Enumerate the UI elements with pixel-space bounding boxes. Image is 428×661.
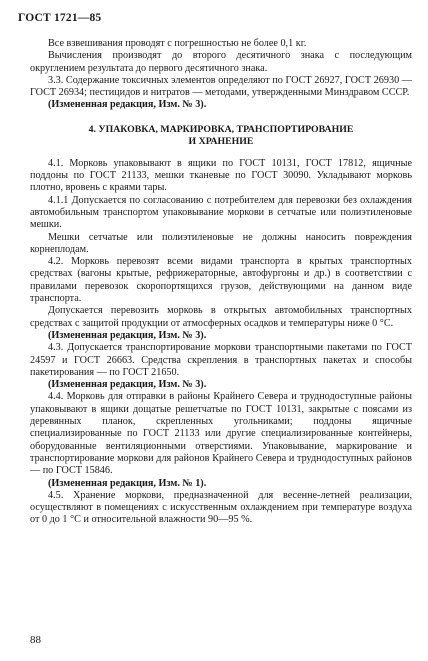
paragraph: 4.1. Морковь упаковывают в ящики по ГОСТ 10131, ГОСТ 17812, ящичные поддоны по ГОСТ 21133, мешки тканевые по ГОСТ 30090. Укладывают морковь плотно, вровень с краями тары. xyxy=(30,157,412,194)
paragraph: 4.2. Морковь перевозят всеми видами транспорта в крытых транспортных средствах (вагоны крытые, рефрижераторные, автофургоны и др.) в соответствии с правилами перевозок скоропортящихся грузов, действующими на данном виде транспорта. xyxy=(30,256,412,305)
paragraph: 4.3. Допускается транспортирование моркови транспортными пакетами по ГОСТ 24597 и ГОСТ 26663. Средства скрепления в транспортных пакетах и способы пакетирования — по ГОСТ 21650. xyxy=(30,342,412,378)
section-title xyxy=(30,124,412,148)
paragraph: Мешки сетчатые или полиэтиленовые не должны наносить повреждения корнеплодам. xyxy=(30,231,412,255)
amendment-note: (Измененная редакция, Изм. № 1). xyxy=(48,477,207,489)
document-body xyxy=(30,38,412,527)
paragraph: Допускается перевозить морковь в открытых автомобильных транспортных средствах с защитой продукции от атмосферных осадков и температуры ниже 0 °С. xyxy=(30,305,412,329)
paragraph: Все взвешивания проводят с погрешностью не более 0,1 кг. xyxy=(48,38,307,49)
paragraph: 4.5. Хранение моркови, предназначенной для весенне-летней реализации, осуществляют в помещениях с искусственным охлаждением при температуре воздуха от 0 до 1 °С и относительной влажности 90—95 %. xyxy=(30,489,412,526)
amendment-note: (Измененная редакция, Изм. № 3). xyxy=(48,99,207,111)
amendment-note: (Измененная редакция, Изм. № 3). xyxy=(48,379,207,391)
paragraph: 4.4. Морковь для отправки в районы Крайнего Севера и труднодоступные районы упаковывают в ящики дощатые решетчатые по ГОСТ 10131, закрытые с поясами из деревянных планок, скрепленных угольниками; поддоны ящичные специализированные по ГОСТ 21133 или другие специализированные контейнеры, оборудованные вентиляционными отверстиями. Упаковывание, маркирование и транспортирование моркови для районов Крайнего Севера и труднодоступных районов — по ГОСТ 15846. xyxy=(30,391,412,477)
amendment-note: (Измененная редакция, Изм. № 3). xyxy=(48,329,207,341)
section-title-line: И ХРАНЕНИЕ xyxy=(188,135,254,147)
paragraph: 4.1.1 Допускается по согласованию с потребителем для перевозки без охлаждения автомобильным транспортом упаковывание моркови в сетчатые или полиэтиленовые мешки. xyxy=(30,194,412,231)
paragraph: 3.3. Содержание токсичных элементов определяют по ГОСТ 26927, ГОСТ 26930 — ГОСТ 26934; пестицидов и нитратов — методами, утвержденными Минздравом СССР. xyxy=(30,74,412,99)
standard-header: ГОСТ 1721—85 xyxy=(18,12,102,24)
section-title-line: 4. УПАКОВКА, МАРКИРОВКА, ТРАНСПОРТИРОВАНИЕ xyxy=(88,123,354,135)
paragraph: Вычисления производят до второго десятичного знака с последующим округлением результата до первого десятичного знака. xyxy=(30,50,412,74)
page-number: 88 xyxy=(30,634,41,646)
